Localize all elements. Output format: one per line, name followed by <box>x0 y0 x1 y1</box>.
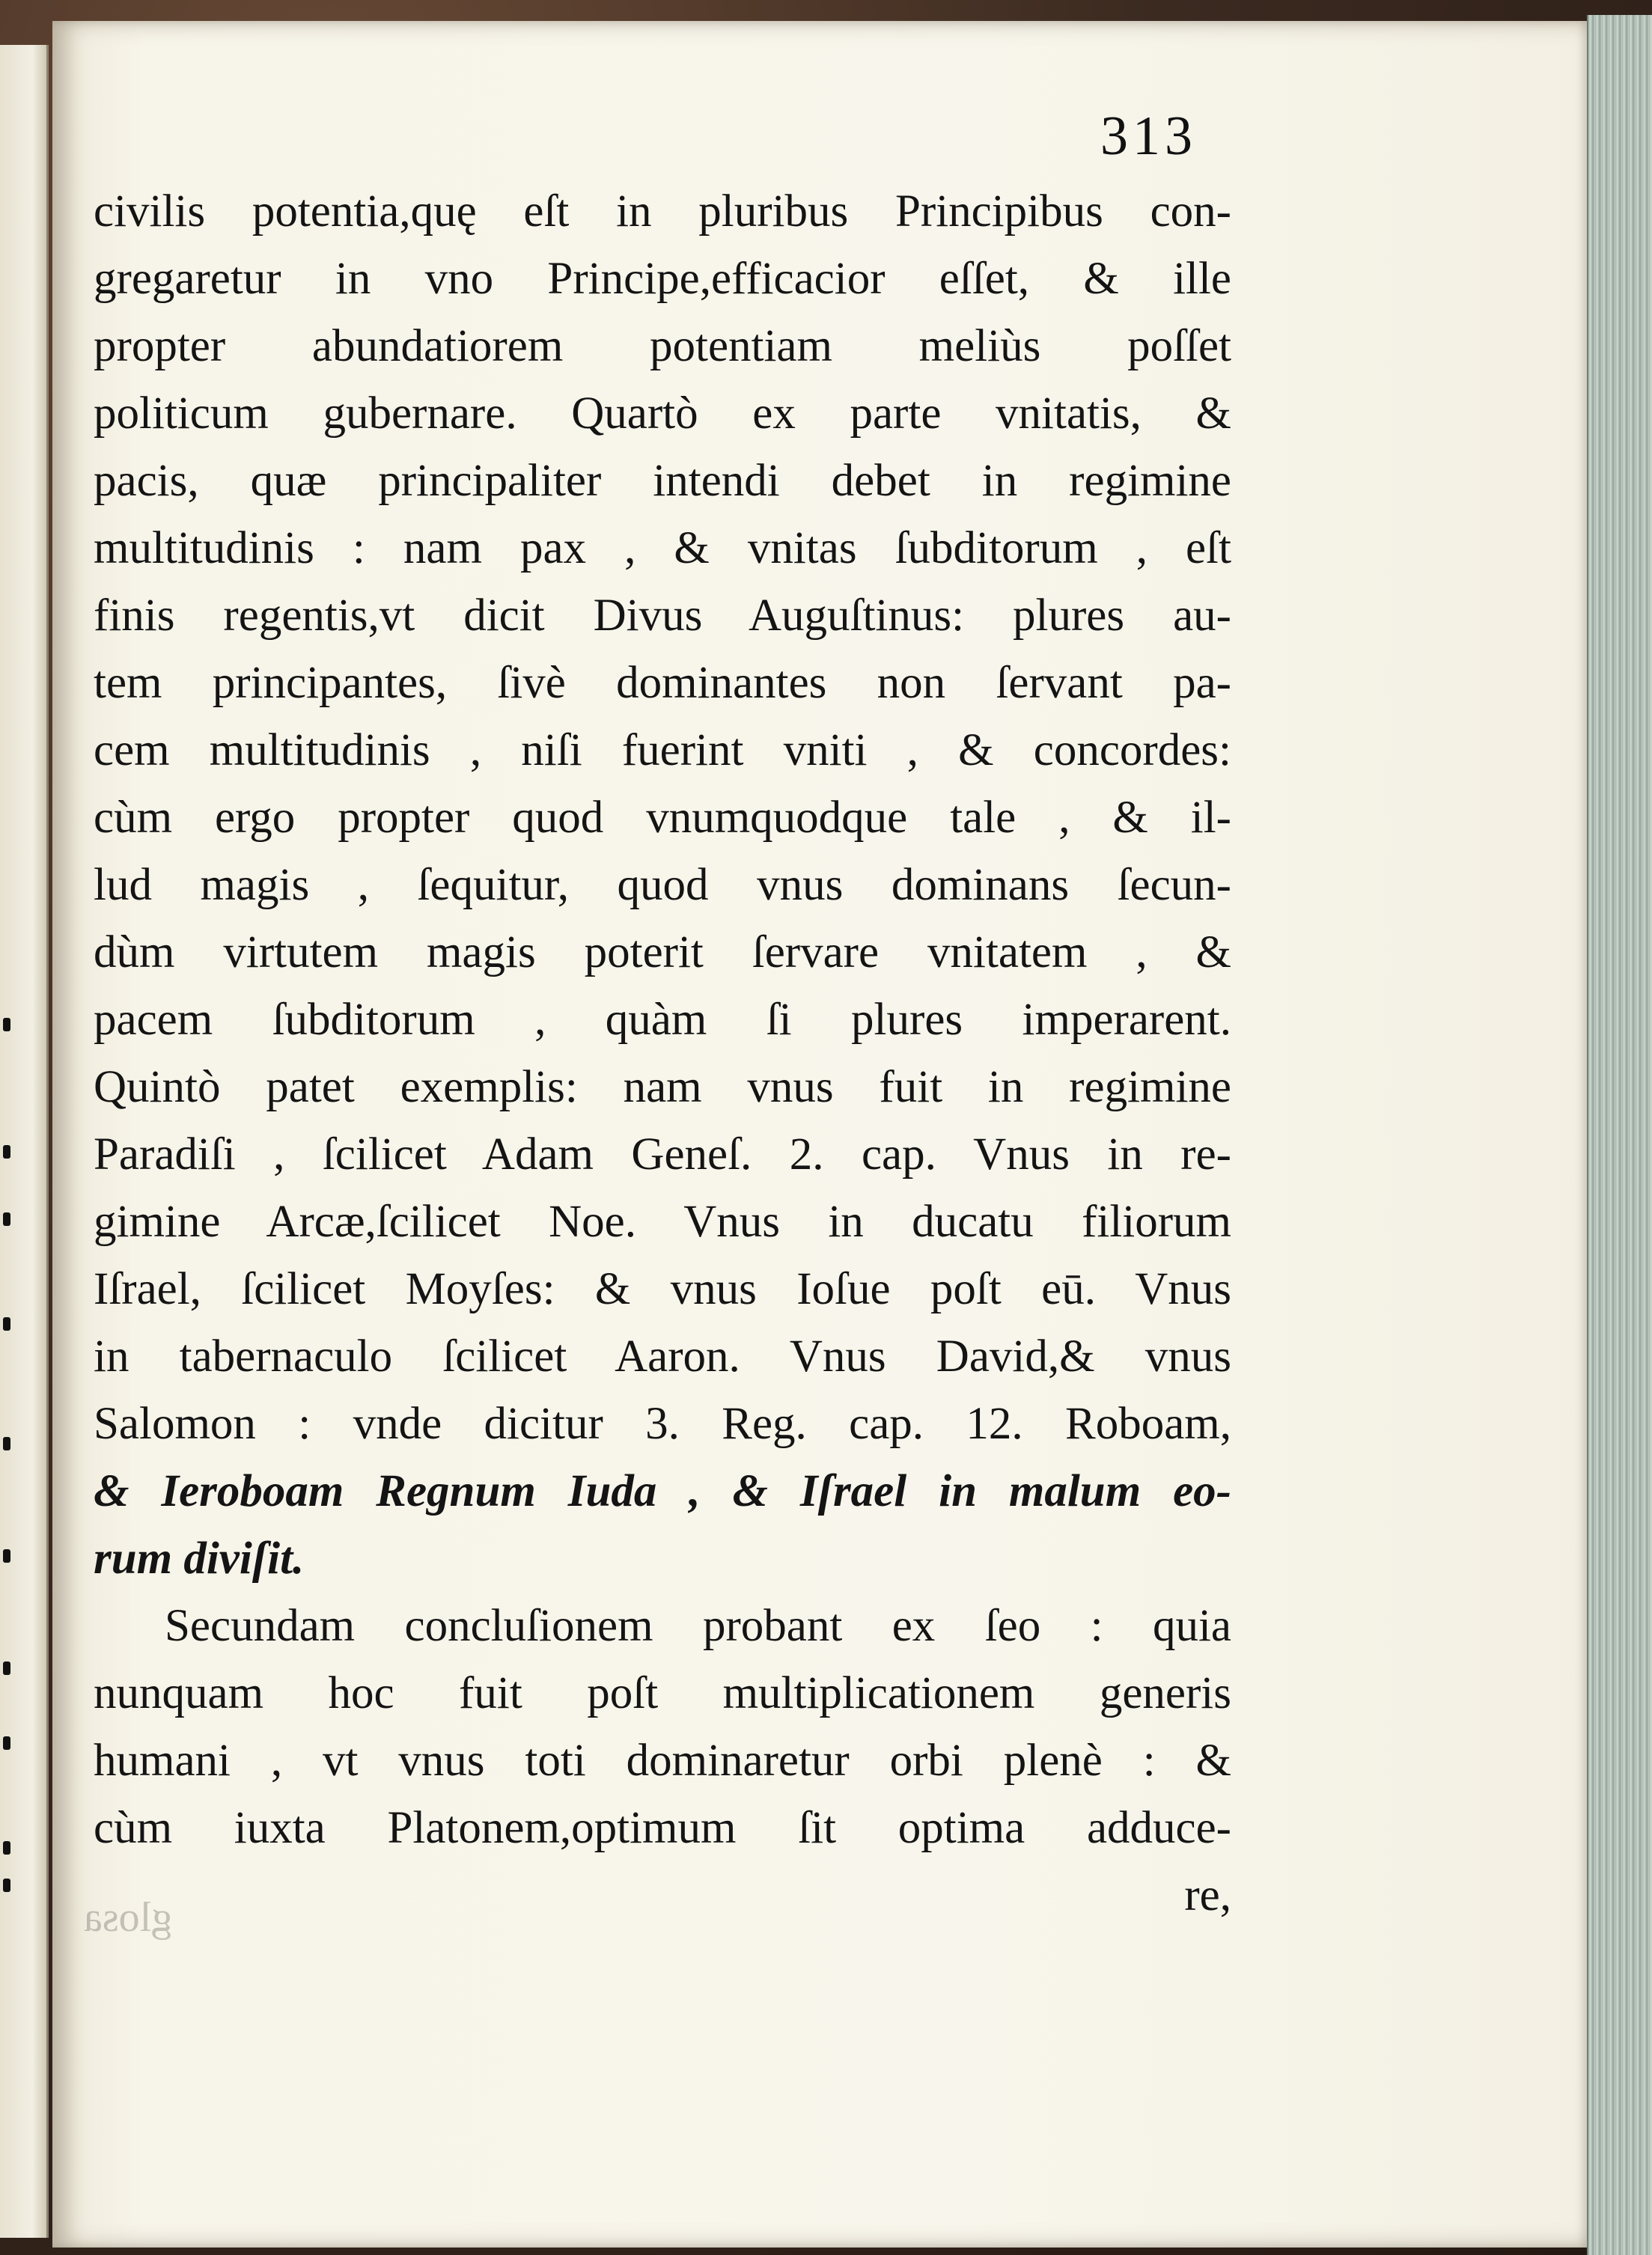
text-line: Paradiſi , ſcilicet Adam Geneſ. 2. cap. Vnus in re- <box>94 1129 1231 1180</box>
text-line: Quintò patet exemplis: nam vnus fuit in regimine <box>94 1062 1231 1112</box>
bleed-through-text: glosa <box>84 1894 173 1941</box>
text-line: finis regentis,vt dicit Divus Auguſtinus: plures au- <box>94 591 1231 641</box>
text-line: nunquam hoc fuit poſt multiplicationem generis <box>94 1668 1231 1718</box>
text-line: humani , vt vnus toti dominaretur orbi plenè : & <box>94 1736 1231 1786</box>
text-line: gregaretur in vno Principe,efficacior eſſet, & ille <box>94 254 1231 304</box>
catchword: re, <box>1184 1870 1231 1920</box>
text-line: lud magis , ſequitur, quod vnus dominans ſecun- <box>94 860 1231 910</box>
text-line: Iſrael, ſcilicet Moyſes: & vnus Ioſue poſt eū. Vnus <box>94 1264 1231 1314</box>
text-line: dùm virtutem magis poterit ſervare vnitatem , & <box>94 927 1231 977</box>
body-text <box>94 178 1231 1929</box>
text-line: propter abundatiorem potentiam meliùs poſſet <box>94 321 1231 371</box>
text-line: pacem ſubditorum , quàm ſi plures imperarent. <box>94 995 1231 1045</box>
text-line: civilis potentia,quę eſt in pluribus Principibus con- <box>94 186 1231 237</box>
text-line: in tabernaculo ſcilicet Aaron. Vnus David,& vnus <box>94 1331 1231 1382</box>
text-line: politicum gubernare. Quartò ex parte vnitatis, & <box>94 388 1231 439</box>
text-line-italic: rum diviſit. <box>94 1534 305 1584</box>
text-line: Salomon : vnde dicitur 3. Reg. cap. 12. Roboam, <box>94 1399 1231 1449</box>
text-line: pacis, quæ principaliter intendi debet in regimine <box>94 456 1231 506</box>
text-line: multitudinis : nam pax , & vnitas ſubditorum , eſt <box>94 523 1231 573</box>
text-line: cùm ergo propter quod vnumquodque tale , & il- <box>94 793 1231 843</box>
text-line: gimine Arcæ,ſcilicet Noe. Vnus in ducatu filiorum <box>94 1197 1231 1247</box>
text-line: cem multitudinis , niſi fuerint vniti , & concordes: <box>94 725 1231 775</box>
paragraph-start-line: Secundam concluſionem probant ex ſeo : quia <box>165 1601 1231 1651</box>
page-number: 313 <box>1100 106 1197 167</box>
text-line: cùm iuxta Platonem,optimum ſit optima adduce- <box>94 1803 1231 1853</box>
previous-page-edge <box>0 45 49 2238</box>
page-block-edge <box>1587 15 1652 2255</box>
text-line: tem principantes, ſivè dominantes non ſervant pa- <box>94 658 1231 708</box>
text-line-italic: & Ieroboam Regnum Iuda , & Iſrael in malum eo- <box>94 1466 1231 1516</box>
